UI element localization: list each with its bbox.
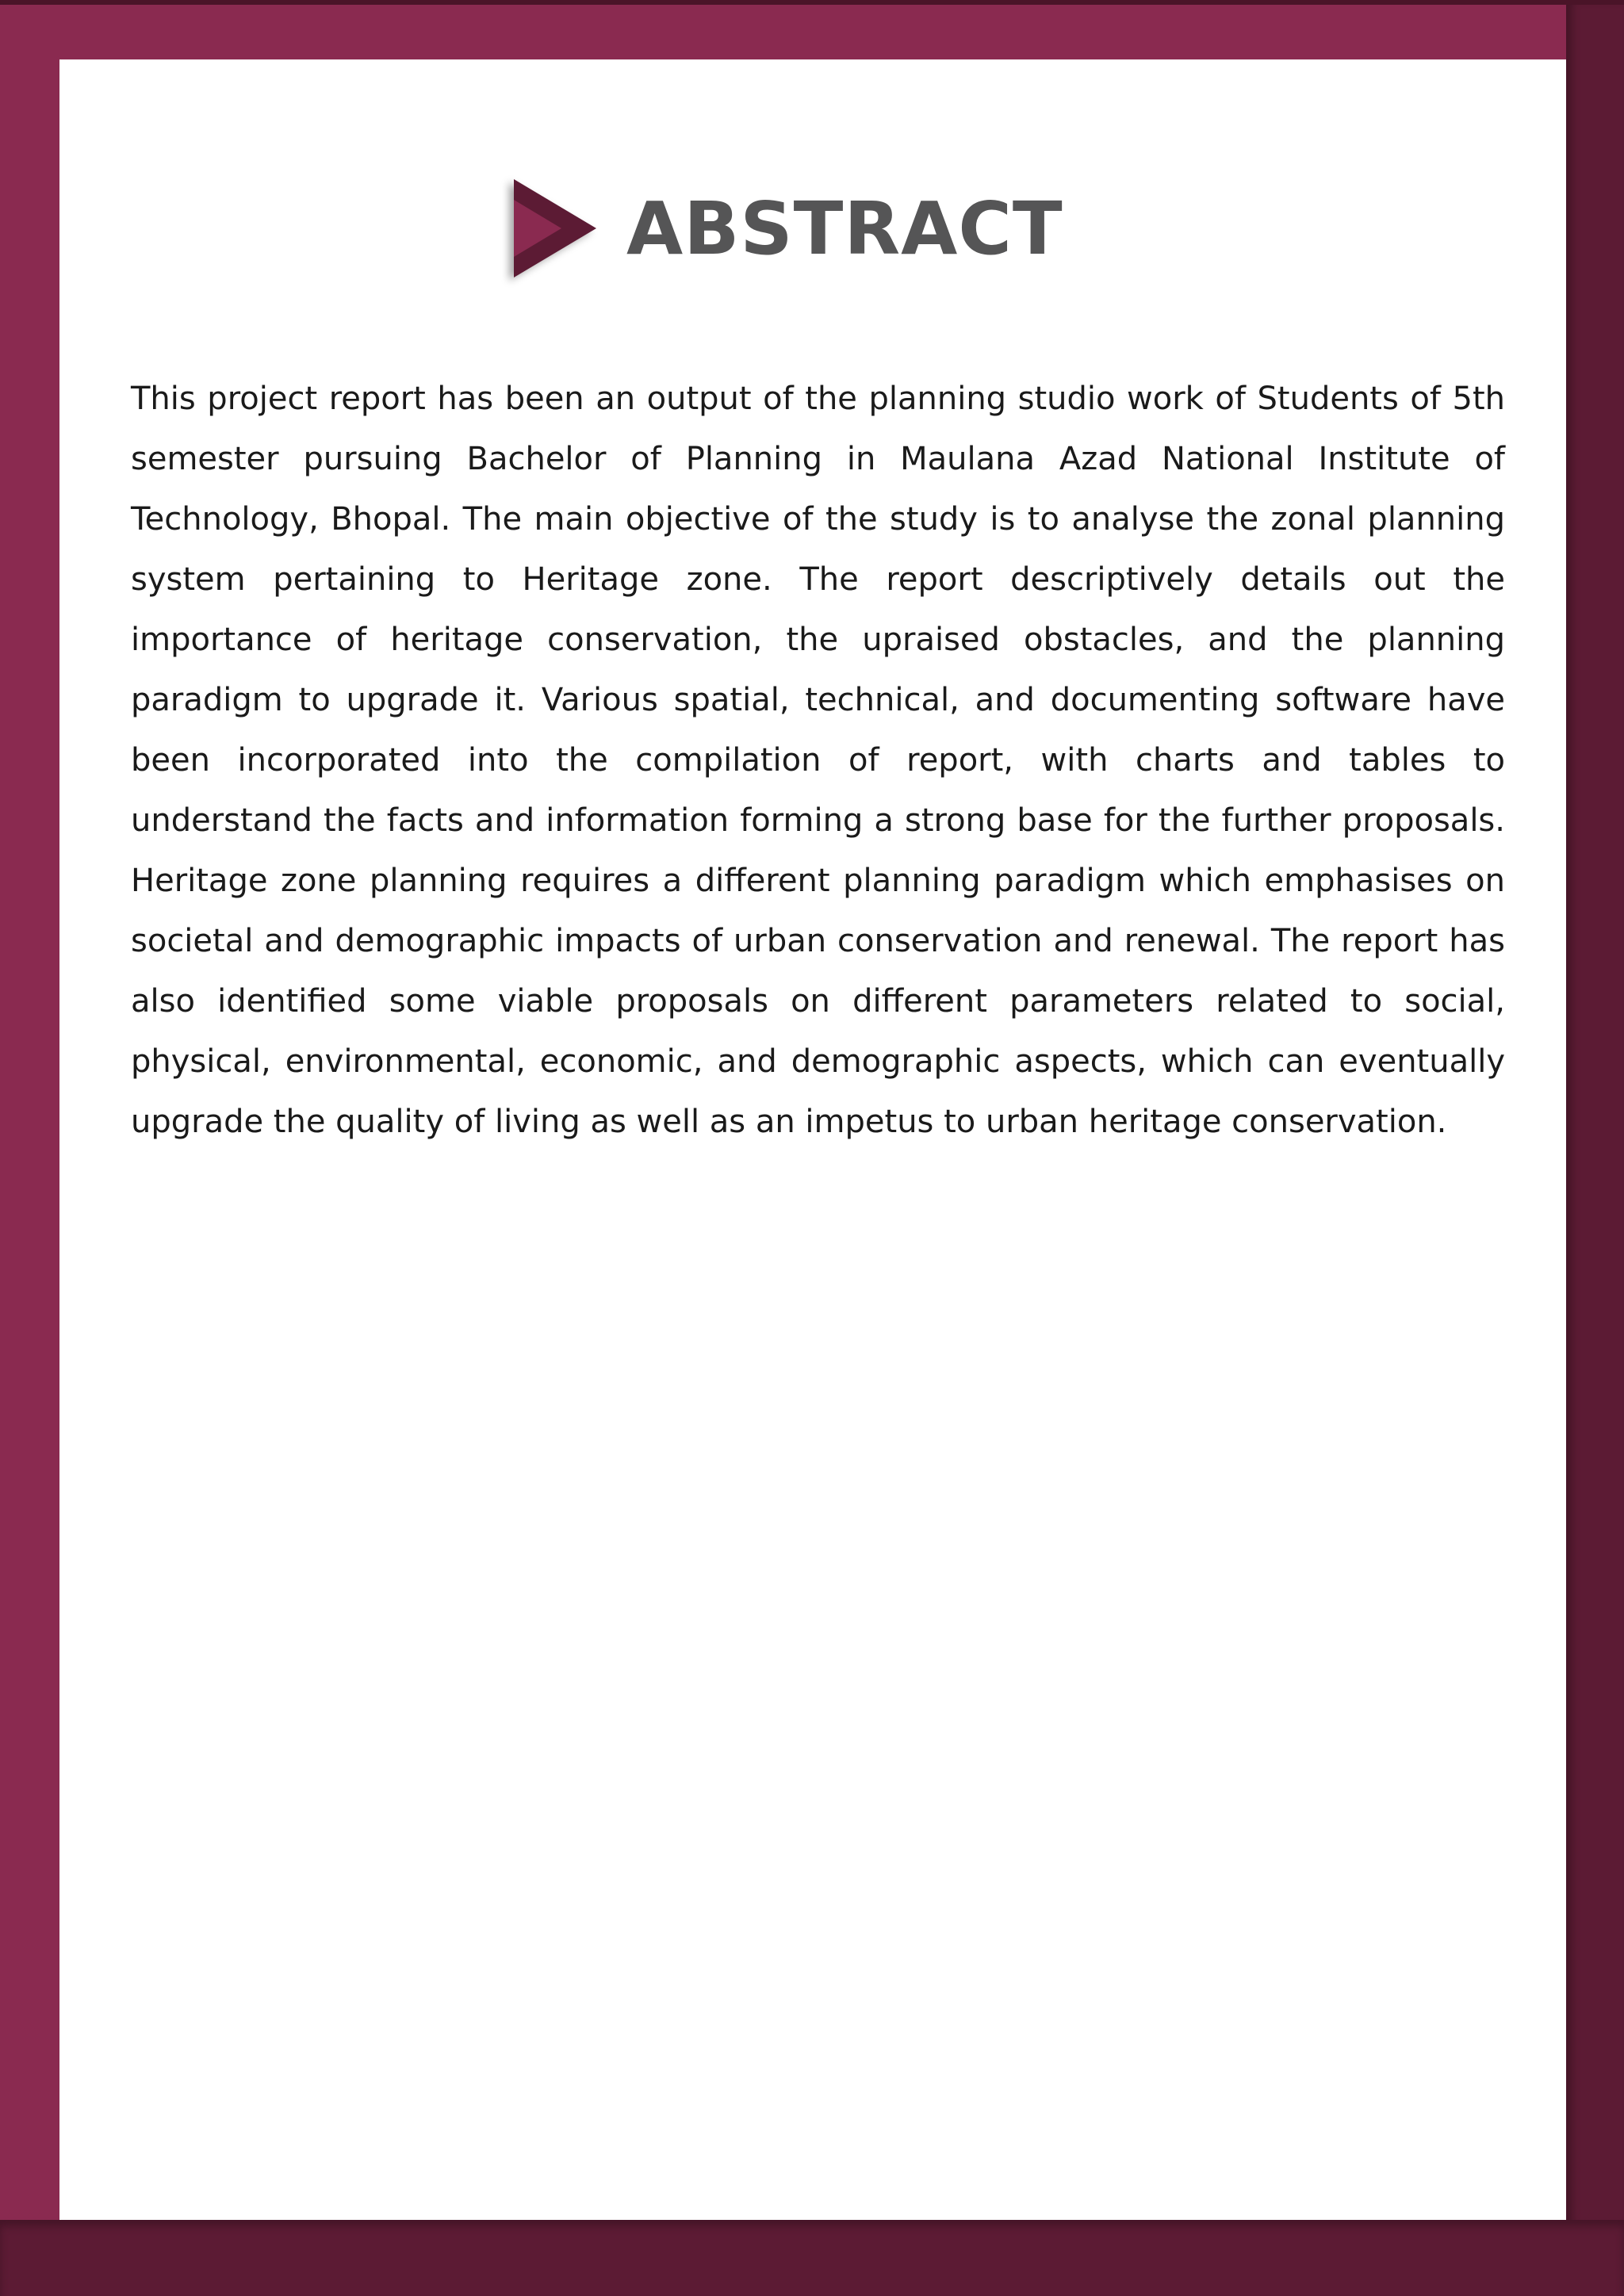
abstract-heading <box>508 173 1063 284</box>
abstract-body: This project report has been an output of the planning studio work of Students of 5th semester pursuing Bachelor of Planning in Maulana Azad National Institute of Technology, Bhopal. The main objective of the study is to analyse the zonal planning system pertaining to Heritage zone. The report descriptively details out the importance of heritage conservation, the upraised obstacles, and the planning paradigm to upgrade it. Various spatial, technical, and documenting software have been incorporated into the compilation of report, with charts and tables to understand the facts and information forming a strong base for the further proposals. Heritage zone planning requires a different planning paradigm which emphasises on societal and demographic impacts of urban conservation and renewal. The report has also identified some viable proposals on different parameters related to social, physical, environmental, economic, and demographic aspects, which can eventually upgrade the quality of living as well as an impetus to urban heritage conservation. <box>131 381 1505 1140</box>
frame-border-left <box>0 0 59 2296</box>
frame-border-right <box>1566 0 1624 2296</box>
play-arrow-icon <box>508 178 603 279</box>
page-title: ABSTRACT <box>626 186 1063 271</box>
frame-border-bottom <box>0 2220 1624 2296</box>
frame-border-top <box>0 0 1566 59</box>
frame-top-edge <box>0 0 1624 5</box>
